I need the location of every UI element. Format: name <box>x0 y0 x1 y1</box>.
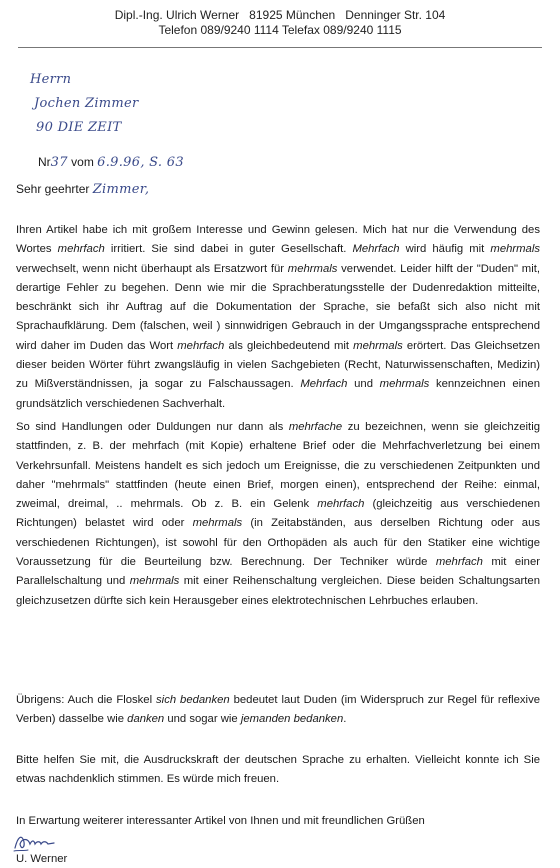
emphasis: mehrfach <box>177 339 225 352</box>
text-run: und <box>347 378 380 391</box>
paragraph-1 <box>16 221 540 414</box>
text-run: verwechselt, wenn nicht überhaupt als Ersatzwort für <box>16 262 288 275</box>
text-run: mit einer Parallelschaltung und <box>16 556 540 588</box>
text-run: und sogar wie <box>164 713 241 726</box>
emphasis: jemanden bedanken <box>240 713 344 726</box>
letterhead <box>0 8 560 38</box>
recipient-salutation-line: Herrn <box>30 72 72 87</box>
emphasis: sich bedanken <box>156 694 230 706</box>
paragraph-3 <box>16 691 540 730</box>
salutation <box>16 182 149 197</box>
salutation-text: Sehr geehrter <box>16 182 93 196</box>
text-run: verwendet. Leider hilft der "Duden" mit, derartige Fehler zu begehen. Denn wie mir die Sprachberatungsstelle der Dudenredaktion mitteilte, beschränkt sich ihr Auftrag auf die Dokumentation der Sprache, sie befaßt sich also nicht mit Sprachaufklärung. Dem (falschen, weil ) sinnwidrigen Gebrauch in der Umgangssprache entsprechend wird daher im Duden das Wort <box>16 262 540 352</box>
text-run: . <box>343 713 347 726</box>
emphasis: mehrmals <box>287 262 338 275</box>
text-run: wird häufig mit <box>399 243 491 256</box>
emphasis: danken <box>127 713 165 726</box>
emphasis: mehrfach <box>435 556 483 569</box>
text-run: als gleichbedeutend mit <box>224 339 354 352</box>
emphasis: mehrfach <box>317 498 365 511</box>
recipient-publication: 90 DIE ZEIT <box>36 120 122 135</box>
emphasis: Mehrfach <box>300 378 348 391</box>
letterhead-contact: Telefon 089/9240 1114 Telefax 089/9240 1115 <box>158 23 402 37</box>
closing-line: In Erwartung weiterer interessanter Artikel von Ihnen und mit freundlichen Grüßen <box>16 815 425 827</box>
salutation-name: Zimmer, <box>92 182 150 197</box>
emphasis: Mehrfach <box>352 243 400 256</box>
reference-prefix: Nr <box>38 155 51 169</box>
emphasis: mehrmals <box>379 378 430 391</box>
paragraph-2 <box>16 418 540 611</box>
text-run: (gleichzeitig aus verschiedenen Richtungen) belastet wird oder <box>16 498 540 530</box>
text-run: Übrigens: Auch die Floskel <box>16 694 157 706</box>
letterhead-address: Dipl.-Ing. Ulrich Werner 81925 München Denninger Str. 104 <box>114 8 446 22</box>
text-run: Ihren Artikel habe ich mit großem Interesse und Gewinn gelesen. Mich hat nur die Verwendung des Wortes <box>16 224 540 256</box>
emphasis: mehrfache <box>288 421 343 433</box>
text-run: kennzeichnen einen grundsätzlich verschiedenen Sachverhalt. <box>16 378 540 410</box>
text-run: erörtert. Das Gleichsetzen dieser beiden Wörter führt zwangsläufig in vielen Sachgebieten (Recht, Naturwissenschaften, Medizin) zu Mißverständnissen, ja sogar zu Falschaussagen. <box>16 339 540 391</box>
text-run: So sind Handlungen oder Duldungen nur dann als <box>16 421 289 433</box>
reference-line <box>38 155 184 170</box>
emphasis: mehrmals <box>129 575 180 588</box>
text-run: zu bezeichnen, wenn sie gleichzeitig stattfinden, z. B. der mehrfach (mit Kopie) erhaltene Brief oder die Mehrfachverletzung bei einem Verkehrsunfall. Meistens handelt es sich jedoch um Ereignisse, die zu verschiedenen Zeitpunkten und daher "mehrmals" stattfinden (heute einen Brief, morgen einen), entsprechend der Reihe: einmal, zweimal, dreimal, .. mehrmals. Ob z. B. ein Gelenk <box>16 421 540 511</box>
signer-name: U. Werner <box>16 853 68 865</box>
paragraph-4: Bitte helfen Sie mit, die Ausdruckskraft der deutschen Sprache zu erhalten. Vielleicht konnte ich Sie etwas nachdenklich stimmen. Es würde mich freuen. <box>16 754 540 786</box>
recipient-name: Jochen Zimmer <box>34 96 139 111</box>
handwritten-signature <box>12 832 60 854</box>
text-run: irritiert. Sie sind dabei in guter Gesellschaft. <box>104 243 353 256</box>
reference-number: 37 <box>50 155 68 170</box>
text-run: mit einer Reihenschaltung vergleichen. Diese beiden Schaltungsarten gleichzusetzen dürfte sich kein Herausgeber eines elektrotechnischen Lehrbuches erlauben. <box>16 575 540 607</box>
reference-middle: vom <box>67 155 98 169</box>
reference-date: 6.9.96, S. 63 <box>97 155 184 170</box>
emphasis: mehrmals <box>490 243 540 256</box>
emphasis: mehrmals <box>353 339 403 352</box>
text-run: (in Zeitabständen, aus derselben Richtung oder aus verschiedenen Richtungen), ist sowohl für den Orthopäden als auch für den Statiker eine wichtige Voraussetzung für die Beurteilung bzw. Berechnung. Der Techniker würde <box>16 517 540 569</box>
letterhead-divider <box>18 47 542 48</box>
emphasis: mehrmals <box>192 517 243 530</box>
text-run: bedeutet laut Duden (im Widerspruch zur Regel für reflexive Verben) dasselbe wie <box>16 694 540 726</box>
emphasis: mehrfach <box>57 243 105 256</box>
